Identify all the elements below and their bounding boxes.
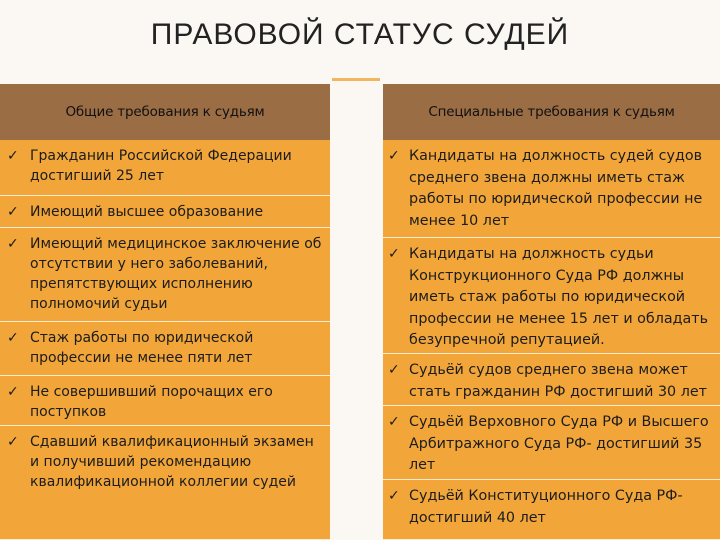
list-item-text: Сдавший квалификационный экзамен и получивший рекомендацию квалификационной коллегии судей — [30, 434, 314, 490]
list-item — [0, 140, 330, 196]
list-item-text: Кандидаты на должность судей судов среднего звена должны иметь стаж работы по юридической профессии не менее 10 лет — [409, 148, 703, 229]
checkmark-icon: ✓ — [7, 148, 19, 164]
checkmark-icon: ✓ — [7, 330, 19, 346]
list-item-text: Имеющий медицинское заключение об отсутствии у него заболеваний, препятствующих исполнению полномочий судьи — [30, 236, 322, 312]
general-requirements-list — [0, 140, 330, 540]
special-requirements-list — [383, 140, 720, 540]
list-item — [383, 480, 720, 540]
list-item-text: Судьёй Конституционного Суда РФ- достигший 40 лет — [409, 488, 683, 526]
list-item — [0, 196, 330, 228]
list-item — [383, 238, 720, 354]
checkmark-icon: ✓ — [7, 204, 19, 220]
list-item — [0, 426, 330, 540]
list-item-text: Судьёй судов среднего звена может стать гражданин РФ достигший 30 лет — [409, 362, 707, 400]
list-item — [383, 354, 720, 406]
checkmark-icon: ✓ — [7, 384, 19, 400]
checkmark-icon: ✓ — [7, 236, 19, 252]
list-item-text: Имеющий высшее образование — [30, 204, 264, 220]
list-item-text: Не совершивший порочащих его поступков — [30, 384, 273, 420]
list-item — [383, 140, 720, 238]
checkmark-icon: ✓ — [388, 246, 400, 262]
list-item-text: Кандидаты на должность судьи Конструкционного Суда РФ должны иметь стаж работы по юридической профессии не менее 15 лет и обладать безупречной репутацией. — [409, 246, 709, 348]
checkmark-icon: ✓ — [7, 434, 19, 450]
list-item-text: Гражданин Российской Федерации достигший 25 лет — [30, 148, 292, 184]
special-requirements-column — [383, 84, 720, 540]
list-item — [0, 228, 330, 322]
list-item-text: Стаж работы по юридической профессии не менее пяти лет — [30, 330, 254, 366]
checkmark-icon: ✓ — [388, 362, 400, 378]
accent-divider — [332, 78, 380, 81]
page-title: ПРАВОВОЙ СТАТУС СУДЕЙ — [150, 18, 570, 51]
list-item-text: Судьёй Верховного Суда РФ и Высшего Арбитражного Суда РФ- достигший 35 лет — [409, 414, 709, 473]
list-item — [0, 376, 330, 426]
checkmark-icon: ✓ — [388, 148, 400, 164]
general-requirements-header: Общие требования к судьям — [0, 84, 330, 140]
list-item — [0, 322, 330, 376]
checkmark-icon: ✓ — [388, 414, 400, 430]
special-requirements-header: Специальные требования к судьям — [383, 84, 720, 140]
general-requirements-column — [0, 84, 330, 540]
checkmark-icon: ✓ — [388, 488, 400, 504]
list-item — [383, 406, 720, 480]
